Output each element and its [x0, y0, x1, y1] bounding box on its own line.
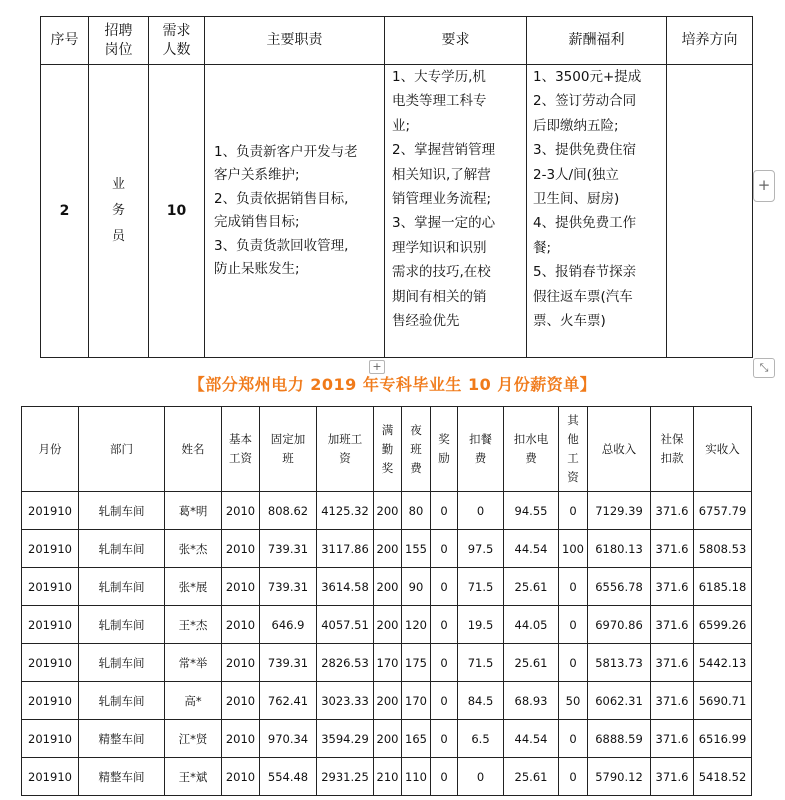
header-text-line: 他: [567, 432, 579, 446]
header-text-line: 奖: [381, 460, 394, 475]
salary-cell-overtime-pay[interactable]: 3117.86: [317, 530, 374, 568]
salary-cell-fixed-overtime[interactable]: 970.34: [260, 720, 317, 758]
header-count: [149, 17, 205, 65]
text-line: 需求: [162, 22, 191, 39]
text-line: 业;: [392, 117, 411, 134]
salary-header-total-income: [588, 407, 651, 492]
header-text-line: 基本: [229, 432, 252, 446]
text-line: 4、提供免费工作: [533, 215, 637, 232]
salary-cell-attendance-bonus[interactable]: 170: [374, 644, 402, 682]
salary-cell-fixed-overtime[interactable]: 762.41: [260, 682, 317, 720]
salary-cell-attendance-bonus[interactable]: 200: [374, 568, 402, 606]
salary-cell-social-insurance[interactable]: 371.6: [651, 758, 694, 796]
header-requirements: [385, 17, 527, 65]
salary-cell-month[interactable]: 201910: [22, 644, 79, 682]
salary-cell-department[interactable]: 精整车间: [79, 758, 165, 796]
header-text-line: 满: [381, 422, 394, 437]
salary-cell-total-income[interactable]: 5813.73: [588, 644, 651, 682]
salary-cell-reward[interactable]: 0: [431, 530, 458, 568]
salary-cell-department[interactable]: 轧制车间: [79, 492, 165, 530]
header-text-line: 费: [474, 451, 487, 465]
text-line: 餐;: [533, 239, 552, 256]
header-position: [89, 17, 149, 65]
salary-row: [22, 606, 752, 644]
table-resize-handle[interactable]: ⤡: [753, 358, 775, 378]
text-line: 售经验优先: [392, 313, 460, 330]
salary-title: 【部分郑州电力 2019 年专科毕业生 10 月份薪资单】: [188, 375, 597, 394]
header-text-line: 工: [567, 451, 579, 465]
add-column-button[interactable]: +: [753, 170, 775, 202]
salary-row: [22, 682, 752, 720]
salary-cell-month[interactable]: 201910: [22, 758, 79, 796]
salary-cell-base-pay[interactable]: 2010: [222, 568, 260, 606]
header-text-line: 夜: [410, 422, 422, 437]
salary-cell-attendance-bonus[interactable]: 200: [374, 492, 402, 530]
salary-cell-overtime-pay[interactable]: 3023.33: [317, 682, 374, 720]
salary-cell-utility-deduction[interactable]: 44.05: [504, 606, 559, 644]
salary-cell-night-shift-fee[interactable]: 175: [402, 644, 431, 682]
salary-cell-reward[interactable]: 0: [431, 492, 458, 530]
salary-cell-net-income[interactable]: 6599.26: [694, 606, 752, 644]
salary-cell-base-pay[interactable]: 2010: [222, 720, 260, 758]
salary-cell-name[interactable]: 葛*明: [165, 492, 222, 530]
text-line: 务: [111, 203, 125, 218]
salary-cell-overtime-pay[interactable]: 3614.58: [317, 568, 374, 606]
text-line: 票、火车票): [533, 313, 606, 330]
salary-row: [22, 720, 752, 758]
cell-duties[interactable]: [205, 65, 385, 358]
salary-cell-meal-deduction[interactable]: 71.5: [458, 644, 504, 682]
salary-cell-total-income[interactable]: 5790.12: [588, 758, 651, 796]
salary-row: [22, 568, 752, 606]
salary-cell-fixed-overtime[interactable]: 808.62: [260, 492, 317, 530]
salary-header-row: [22, 407, 752, 492]
salary-cell-utility-deduction[interactable]: 94.55: [504, 492, 559, 530]
header-text-line: 勤: [381, 441, 394, 456]
header-text-line: 费: [525, 451, 537, 465]
salary-cell-other-pay[interactable]: 0: [559, 758, 588, 796]
salary-header-utility-deduction: [504, 407, 559, 492]
salary-header-base-pay: [222, 407, 260, 492]
text-line: 理学知识和识别: [392, 239, 487, 256]
salary-cell-name[interactable]: 张*展: [165, 568, 222, 606]
salary-cell-reward[interactable]: 0: [431, 682, 458, 720]
salary-cell-meal-deduction[interactable]: 97.5: [458, 530, 504, 568]
salary-cell-night-shift-fee[interactable]: 80: [402, 492, 431, 530]
cell-direction[interactable]: [667, 65, 753, 358]
salary-cell-fixed-overtime[interactable]: 739.31: [260, 644, 317, 682]
salary-cell-meal-deduction[interactable]: 84.5: [458, 682, 504, 720]
salary-cell-attendance-bonus[interactable]: 210: [374, 758, 402, 796]
salary-cell-month[interactable]: 201910: [22, 682, 79, 720]
salary-row: [22, 758, 752, 796]
text-line: 2、签订劳动合同: [533, 93, 637, 110]
salary-header-meal-deduction: [458, 407, 504, 492]
salary-cell-fixed-overtime[interactable]: 739.31: [260, 530, 317, 568]
salary-cell-base-pay[interactable]: 2010: [222, 530, 260, 568]
salary-cell-attendance-bonus[interactable]: 200: [374, 530, 402, 568]
salary-header-other-pay: [559, 407, 588, 492]
cell-benefits[interactable]: [527, 65, 667, 358]
text-line: 2、负责依据销售目标,: [214, 190, 349, 207]
text-line: 电类等理工科专: [392, 93, 487, 110]
salary-cell-reward[interactable]: 0: [431, 720, 458, 758]
salary-cell-utility-deduction[interactable]: 44.54: [504, 720, 559, 758]
salary-cell-net-income[interactable]: 5808.53: [694, 530, 752, 568]
header-text-line: 实收入: [705, 441, 740, 456]
text-line: 需求的技巧,在校: [392, 264, 491, 281]
text-line: 3、掌握一定的心: [392, 215, 496, 232]
salary-cell-other-pay[interactable]: 0: [559, 606, 588, 644]
salary-cell-reward[interactable]: 0: [431, 606, 458, 644]
salary-header-fixed-overtime: [260, 407, 317, 492]
salary-cell-base-pay[interactable]: 2010: [222, 606, 260, 644]
header-text-line: 部门: [110, 441, 133, 456]
salary-cell-reward[interactable]: 0: [431, 568, 458, 606]
text-line: 2-3人/间(独立: [533, 166, 619, 183]
salary-cell-reward[interactable]: 0: [431, 758, 458, 796]
salary-cell-social-insurance[interactable]: 371.6: [651, 682, 694, 720]
salary-cell-name[interactable]: 张*杰: [165, 530, 222, 568]
salary-cell-fixed-overtime[interactable]: 554.48: [260, 758, 317, 796]
salary-cell-fixed-overtime[interactable]: 646.9: [260, 606, 317, 644]
text-line: 1、负责新客户开发与老: [214, 143, 358, 160]
text-line: 3、提供免费住宿: [533, 142, 637, 159]
cell-position[interactable]: [89, 65, 149, 358]
text-line: 员: [111, 229, 125, 244]
salary-cell-utility-deduction[interactable]: 44.54: [504, 530, 559, 568]
salary-cell-net-income[interactable]: 6185.18: [694, 568, 752, 606]
salary-cell-social-insurance[interactable]: 371.6: [651, 530, 694, 568]
salary-cell-overtime-pay[interactable]: 4057.51: [317, 606, 374, 644]
text-line: 后即缴纳五险;: [533, 117, 619, 134]
salary-cell-name[interactable]: 王*杰: [165, 606, 222, 644]
salary-cell-name[interactable]: 江*贤: [165, 720, 222, 758]
salary-cell-base-pay[interactable]: 2010: [222, 682, 260, 720]
header-text-line: 扣水电: [513, 432, 549, 446]
salary-cell-other-pay[interactable]: 100: [559, 530, 588, 568]
salary-cell-meal-deduction[interactable]: 71.5: [458, 568, 504, 606]
salary-cell-night-shift-fee[interactable]: 120: [402, 606, 431, 644]
header-text-line: 加班工: [327, 432, 363, 446]
salary-cell-other-pay[interactable]: 0: [559, 492, 588, 530]
salary-cell-attendance-bonus[interactable]: 200: [374, 720, 402, 758]
salary-row: [22, 492, 752, 530]
salary-header-net-income: [694, 407, 752, 492]
salary-row: [22, 644, 752, 682]
text-line: 岗位: [104, 41, 133, 58]
salary-cell-net-income[interactable]: 6757.79: [694, 492, 752, 530]
salary-cell-utility-deduction[interactable]: 25.61: [504, 758, 559, 796]
salary-cell-utility-deduction[interactable]: 68.93: [504, 682, 559, 720]
salary-header-month: [22, 407, 79, 492]
salary-cell-social-insurance[interactable]: 371.6: [651, 568, 694, 606]
salary-cell-department[interactable]: 轧制车间: [79, 606, 165, 644]
salary-cell-month[interactable]: 201910: [22, 568, 79, 606]
header-text-line: 月份: [38, 441, 62, 456]
text-line: 完成销售目标;: [214, 214, 300, 230]
salary-cell-total-income[interactable]: 6888.59: [588, 720, 651, 758]
salary-cell-month[interactable]: 201910: [22, 606, 79, 644]
salary-table: [21, 406, 752, 796]
salary-cell-meal-deduction[interactable]: 19.5: [458, 606, 504, 644]
salary-cell-night-shift-fee[interactable]: 155: [402, 530, 431, 568]
salary-cell-base-pay[interactable]: 2010: [222, 758, 260, 796]
header-direction: [667, 17, 753, 65]
text-line: 5、报销春节探亲: [533, 264, 637, 281]
salary-cell-night-shift-fee[interactable]: 170: [402, 682, 431, 720]
salary-cell-social-insurance[interactable]: 371.6: [651, 606, 694, 644]
salary-cell-total-income[interactable]: 6180.13: [588, 530, 651, 568]
header-text-line: 费: [410, 460, 422, 475]
salary-cell-total-income[interactable]: 6556.78: [588, 568, 651, 606]
text-line: 期间有相关的销: [392, 288, 487, 305]
recruitment-row: [41, 65, 753, 358]
text-line: 假往返车票(汽车: [533, 288, 633, 305]
salary-cell-name[interactable]: 王*斌: [165, 758, 222, 796]
salary-header-department: [79, 407, 165, 492]
text-line: 1、大专学历,机: [392, 69, 486, 85]
header-text-line: 社保: [660, 432, 684, 446]
salary-header-night-shift-fee: [402, 407, 431, 492]
salary-cell-base-pay[interactable]: 2010: [222, 644, 260, 682]
salary-cell-overtime-pay[interactable]: 2826.53: [317, 644, 374, 682]
header-text-line: 班: [282, 451, 294, 465]
header-benefits: [527, 17, 667, 65]
text-line: 薪酬福利: [568, 32, 625, 48]
salary-cell-other-pay[interactable]: 0: [559, 644, 588, 682]
header-text-line: 扣款: [660, 451, 684, 465]
salary-cell-other-pay[interactable]: 0: [559, 568, 588, 606]
salary-cell-meal-deduction[interactable]: 0: [458, 758, 504, 796]
salary-cell-total-income[interactable]: 6062.31: [588, 682, 651, 720]
header-text-line: 固定加: [270, 432, 306, 446]
salary-header-social-insurance: [651, 407, 694, 492]
salary-cell-department[interactable]: 轧制车间: [79, 568, 165, 606]
salary-cell-attendance-bonus[interactable]: 200: [374, 606, 402, 644]
salary-cell-net-income[interactable]: 5690.71: [694, 682, 752, 720]
header-text-line: 资: [339, 451, 351, 465]
salary-cell-attendance-bonus[interactable]: 200: [374, 682, 402, 720]
text-line: 3、负责货款回收管理,: [214, 237, 349, 254]
salary-cell-department[interactable]: 轧制车间: [79, 530, 165, 568]
salary-cell-month[interactable]: 201910: [22, 720, 79, 758]
salary-cell-social-insurance[interactable]: 371.6: [651, 644, 694, 682]
salary-cell-overtime-pay[interactable]: 2931.25: [317, 758, 374, 796]
salary-header-name: [165, 407, 222, 492]
salary-cell-net-income[interactable]: 5442.13: [694, 644, 752, 682]
salary-cell-total-income[interactable]: 6970.86: [588, 606, 651, 644]
salary-cell-month[interactable]: 201910: [22, 530, 79, 568]
text-line: 客户关系维护;: [214, 167, 300, 183]
text-line: 1、3500元+提成: [533, 69, 642, 85]
text-line: 业: [111, 177, 125, 192]
header-text-line: 奖: [438, 432, 450, 446]
cell-count[interactable]: 10: [149, 65, 205, 358]
salary-cell-other-pay[interactable]: 50: [559, 682, 588, 720]
text-line: 要求: [441, 32, 470, 48]
text-line: 2、掌握营销管理: [392, 142, 496, 159]
salary-cell-social-insurance[interactable]: 371.6: [651, 492, 694, 530]
recruitment-table: [40, 16, 753, 358]
cell-requirements[interactable]: [385, 65, 527, 358]
text-line: 培养方向: [681, 32, 738, 48]
text-line: 序号: [50, 32, 79, 48]
salary-cell-meal-deduction[interactable]: 0: [458, 492, 504, 530]
salary-cell-department[interactable]: 精整车间: [79, 720, 165, 758]
add-row-button[interactable]: +: [369, 360, 385, 374]
salary-cell-other-pay[interactable]: 0: [559, 720, 588, 758]
salary-body: [22, 492, 752, 796]
header-text-line: 工资: [229, 451, 252, 465]
salary-cell-night-shift-fee[interactable]: 90: [402, 568, 431, 606]
header-text-line: 扣餐: [469, 432, 492, 446]
text-line: 防止呆账发生;: [214, 261, 300, 277]
salary-cell-overtime-pay[interactable]: 3594.29: [317, 720, 374, 758]
salary-cell-social-insurance[interactable]: 371.6: [651, 720, 694, 758]
header-text-line: 总收入: [601, 441, 637, 456]
header-text-line: 班: [410, 441, 422, 456]
salary-cell-name[interactable]: 高*: [165, 682, 222, 720]
header-text-line: 其: [567, 413, 579, 427]
salary-cell-department[interactable]: 轧制车间: [79, 644, 165, 682]
header-duties: [205, 17, 385, 65]
text-line: 招聘: [104, 22, 133, 39]
salary-cell-utility-deduction[interactable]: 25.61: [504, 644, 559, 682]
salary-cell-net-income[interactable]: 5418.52: [694, 758, 752, 796]
salary-header-attendance-bonus: [374, 407, 402, 492]
salary-cell-fixed-overtime[interactable]: 739.31: [260, 568, 317, 606]
salary-header-reward: [431, 407, 458, 492]
recruitment-header-row: [41, 17, 753, 65]
cell-seq[interactable]: 2: [41, 65, 89, 358]
header-text-line: 资: [567, 470, 579, 484]
salary-cell-name[interactable]: 常*举: [165, 644, 222, 682]
salary-cell-night-shift-fee[interactable]: 165: [402, 720, 431, 758]
salary-row: [22, 530, 752, 568]
salary-cell-night-shift-fee[interactable]: 110: [402, 758, 431, 796]
text-line: 销管理业务流程;: [392, 191, 492, 208]
header-seq: [41, 17, 89, 65]
text-line: 相关知识,了解营: [392, 166, 491, 183]
header-text-line: 姓名: [181, 441, 205, 456]
salary-cell-net-income[interactable]: 6516.99: [694, 720, 752, 758]
text-line: 主要职责: [266, 32, 323, 48]
salary-cell-month[interactable]: 201910: [22, 492, 79, 530]
salary-cell-reward[interactable]: 0: [431, 644, 458, 682]
salary-header-overtime-pay: [317, 407, 374, 492]
salary-cell-meal-deduction[interactable]: 6.5: [458, 720, 504, 758]
header-text-line: 励: [438, 451, 450, 465]
salary-cell-base-pay[interactable]: 2010: [222, 492, 260, 530]
salary-cell-utility-deduction[interactable]: 25.61: [504, 568, 559, 606]
salary-cell-overtime-pay[interactable]: 4125.32: [317, 492, 374, 530]
salary-cell-department[interactable]: 轧制车间: [79, 682, 165, 720]
salary-cell-total-income[interactable]: 7129.39: [588, 492, 651, 530]
text-line: 人数: [162, 41, 191, 58]
text-line: 卫生间、厨房): [533, 191, 620, 208]
